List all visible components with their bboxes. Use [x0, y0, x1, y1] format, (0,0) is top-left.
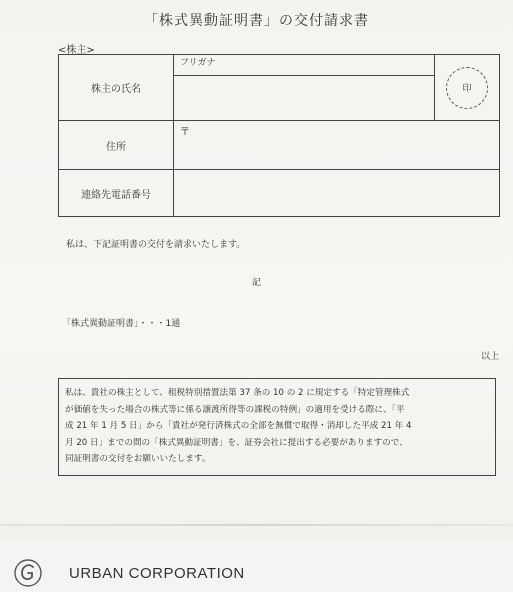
- name-label: 株主の氏名: [59, 55, 174, 121]
- seal-label: 印: [462, 84, 472, 94]
- furigana-label: フリガナ: [180, 58, 216, 68]
- postal-mark: 〒: [180, 127, 190, 138]
- company-logo: [13, 558, 245, 588]
- company-name: URBAN CORPORATION: [69, 564, 245, 582]
- ijo-closing: 以上: [480, 352, 499, 362]
- ki-heading: 記: [251, 278, 261, 288]
- address-field[interactable]: [174, 121, 500, 170]
- seal-cell: [435, 55, 500, 121]
- name-field[interactable]: [174, 76, 435, 121]
- seal-circle: [446, 67, 488, 109]
- address-label: 住所: [59, 121, 174, 170]
- furigana-field[interactable]: [174, 55, 435, 76]
- urban-corporation-logo-icon: [13, 558, 43, 588]
- declaration-line: が価値を失った場合の株式等に係る譲渡所得等の課税の特例」の適用を受ける際に、「平: [65, 404, 405, 415]
- declaration-line: 私は、貴社の株主として、租税特別措置法第 37 条の 10 の 2 に規定する「特定管理株式: [65, 388, 410, 398]
- paper-fold-shadow: [0, 524, 513, 526]
- shareholder-info-form: [58, 54, 500, 217]
- declaration-line: 同証明書の交付をお願いいたします。: [65, 454, 211, 464]
- declaration-line: 月 20 日」までの間の「株式異動証明書」を、証券会社に提出する必要がありますので、: [65, 437, 408, 448]
- declaration-line: 成 21 年 1 月 5 日」から「貴社が発行済株式の全部を無償で取得・消却した平成 21 年 4: [65, 421, 412, 431]
- certificate-item-line: 「株式異動証明書」・・・1通: [62, 319, 181, 329]
- phone-field[interactable]: [174, 170, 500, 217]
- declaration-box: [58, 378, 496, 476]
- phone-label: 連絡先電話番号: [59, 170, 174, 217]
- request-sentence: 私は、下記証明書の交付を請求いたします。: [66, 240, 246, 250]
- document-title: 「株式異動証明書」の交付請求書: [144, 13, 369, 29]
- shareholder-section-label: <株主>: [58, 45, 95, 56]
